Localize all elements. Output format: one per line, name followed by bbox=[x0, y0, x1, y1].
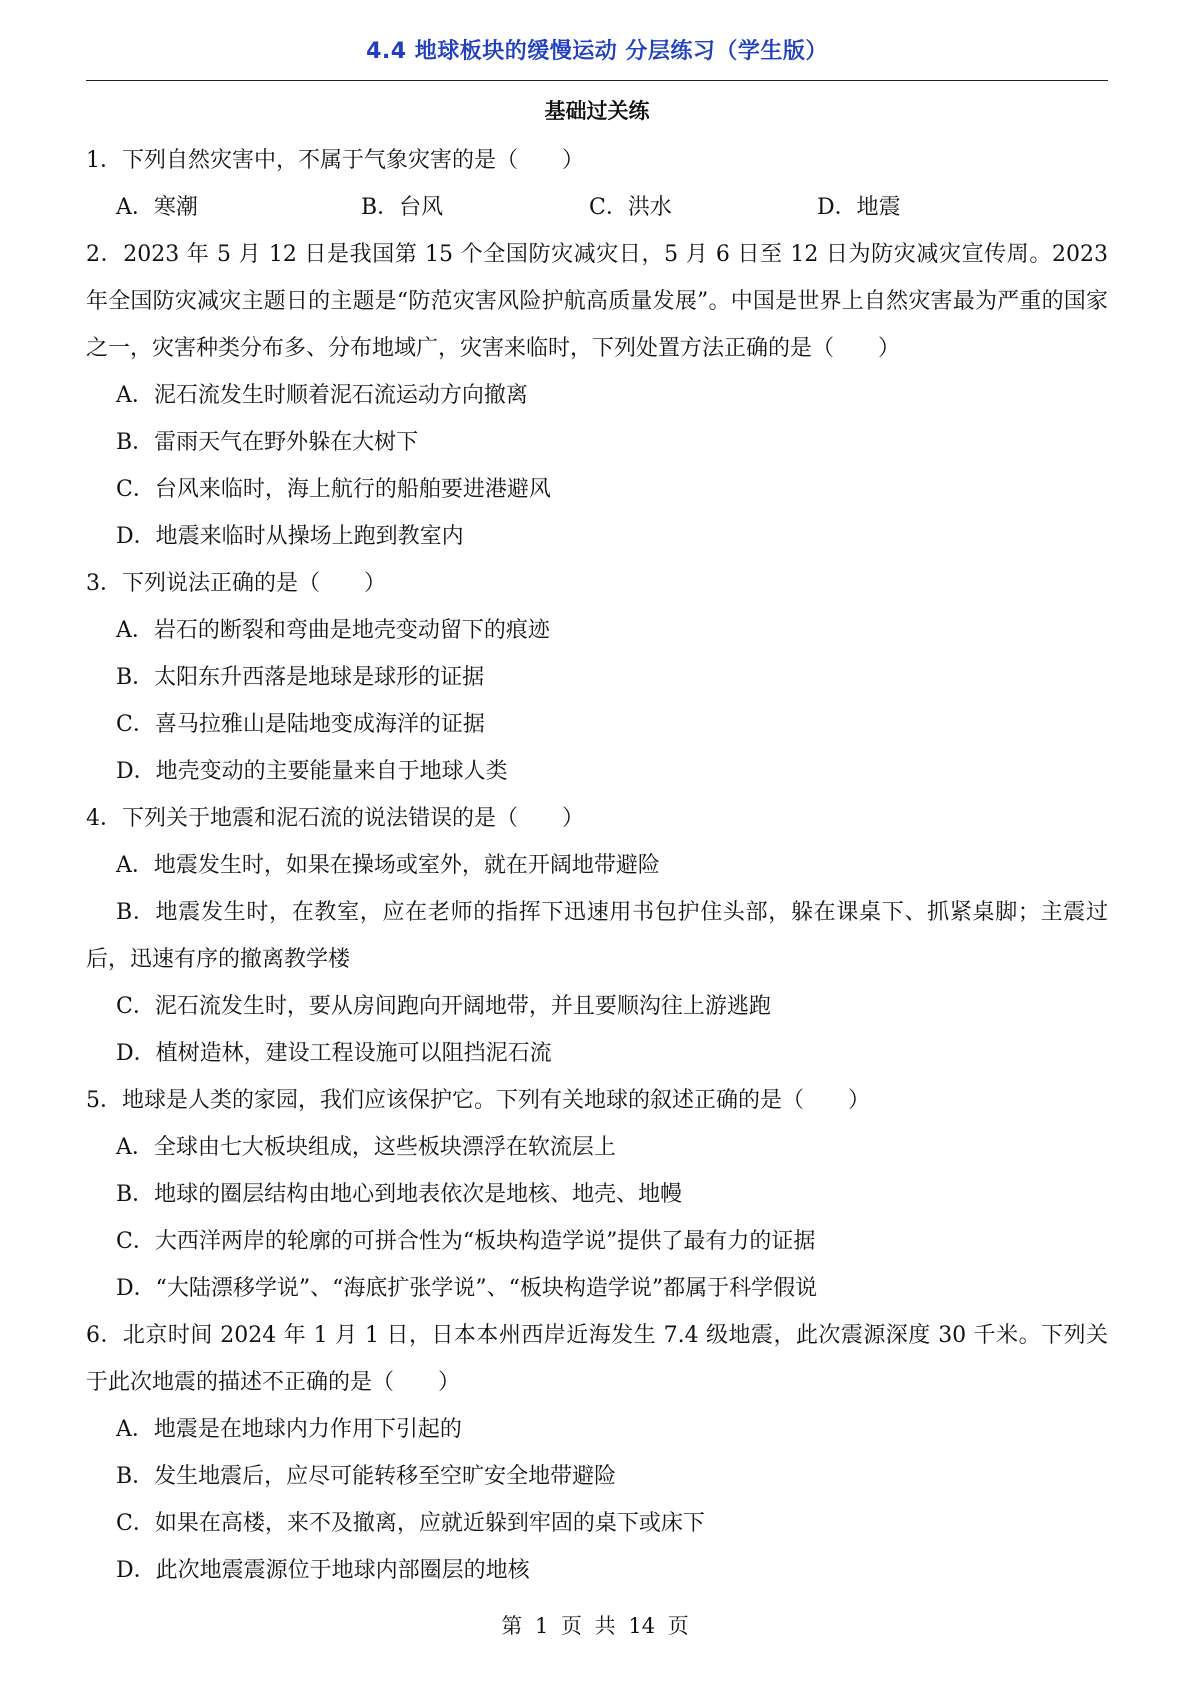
option-c: C．大西洋两岸的轮廓的可拼合性为“板块构造学说”提供了最有力的证据 bbox=[116, 1229, 816, 1254]
option-d: D．此次地震震源位于地球内部圈层的地核 bbox=[116, 1558, 530, 1583]
option-d: D．地震来临时从操场上跑到教室内 bbox=[116, 524, 464, 549]
question-3 bbox=[86, 560, 1108, 795]
option-a: A．岩石的断裂和弯曲是地壳变动留下的痕迹 bbox=[116, 618, 550, 643]
option-d: D．地震 bbox=[817, 195, 901, 220]
option-a: A．地震发生时，如果在操场或室外，就在开阔地带避险 bbox=[116, 853, 660, 878]
question-stem: 1．下列自然灾害中，不属于气象灾害的是（ ） bbox=[86, 148, 584, 173]
option-b: B．台风 bbox=[361, 195, 444, 220]
question-5 bbox=[86, 1077, 1108, 1312]
option-a: A．全球由七大板块组成，这些板块漂浮在软流层上 bbox=[116, 1135, 616, 1160]
option-b: B．地球的圈层结构由地心到地表依次是地核、地壳、地幔 bbox=[116, 1182, 683, 1207]
option-b: B．太阳东升西落是地球是球形的证据 bbox=[116, 665, 485, 690]
document-title: 4.4 地球板块的缓慢运动 分层练习（学生版） bbox=[366, 39, 828, 64]
question-4 bbox=[86, 795, 1108, 1077]
option-a: A．寒潮 bbox=[116, 195, 198, 220]
option-c: C．泥石流发生时，要从房间跑向开阔地带，并且要顺沟往上游逃跑 bbox=[116, 994, 771, 1019]
option-d: D．“大陆漂移学说”、“海底扩张学说”、“板块构造学说”都属于科学假说 bbox=[116, 1276, 818, 1301]
question-stem: 3．下列说法正确的是（ ） bbox=[86, 571, 386, 596]
question-stem: 5．地球是人类的家园，我们应该保护它。下列有关地球的叙述正确的是（ ） bbox=[86, 1088, 870, 1113]
question-stem: 4．下列关于地震和泥石流的说法错误的是（ ） bbox=[86, 806, 584, 831]
option-d: D．植树造林，建设工程设施可以阻挡泥石流 bbox=[116, 1041, 552, 1066]
question-list bbox=[86, 137, 1108, 1594]
question-6 bbox=[86, 1312, 1108, 1594]
question-stem: 2．2023 年 5 月 12 日是我国第 15 个全国防灾减灾日，5 月 6 日至 12 日为防灾减灾宣传周。2023 年全国防灾减灾主题日的主题是“防范灾害风险护航高质量发展”。中国是世界上自然灾害最为严重的国家之一，灾害种类分布多、分布地域广，灾害来临时，下列处置方法正确的是（ ） bbox=[86, 242, 1108, 361]
header-divider bbox=[86, 80, 1108, 81]
section-title: 基础过关练 bbox=[544, 99, 650, 123]
option-d: D．地壳变动的主要能量来自于地球人类 bbox=[116, 759, 508, 784]
option-c: C．喜马拉雅山是陆地变成海洋的证据 bbox=[116, 712, 485, 737]
option-a: A．泥石流发生时顺着泥石流运动方向撤离 bbox=[116, 383, 528, 408]
question-1 bbox=[86, 137, 1108, 231]
option-b: B．发生地震后，应尽可能转移至空旷安全地带避险 bbox=[116, 1464, 617, 1489]
option-c: C．洪水 bbox=[589, 195, 672, 220]
option-row bbox=[86, 184, 1108, 231]
option-b: B．地震发生时，在教室，应在老师的指挥下迅速用书包护住头部，躲在课桌下、抓紧桌脚；主震过后，迅速有序的撤离教学楼 bbox=[86, 900, 1108, 972]
question-stem: 6．北京时间 2024 年 1 月 1 日，日本本州西岸近海发生 7.4 级地震，此次震源深度 30 千米。下列关于此次地震的描述不正确的是（ ） bbox=[86, 1323, 1108, 1395]
option-b: B．雷雨天气在野外躲在大树下 bbox=[116, 430, 419, 455]
option-a: A．地震是在地球内力作用下引起的 bbox=[116, 1417, 462, 1442]
question-2 bbox=[86, 231, 1108, 560]
option-c: C．如果在高楼，来不及撤离，应就近躲到牢固的桌下或床下 bbox=[116, 1511, 705, 1536]
option-c: C．台风来临时，海上航行的船舶要进港避风 bbox=[116, 477, 551, 502]
page-number: 第 1 页 共 14 页 bbox=[501, 1614, 689, 1638]
